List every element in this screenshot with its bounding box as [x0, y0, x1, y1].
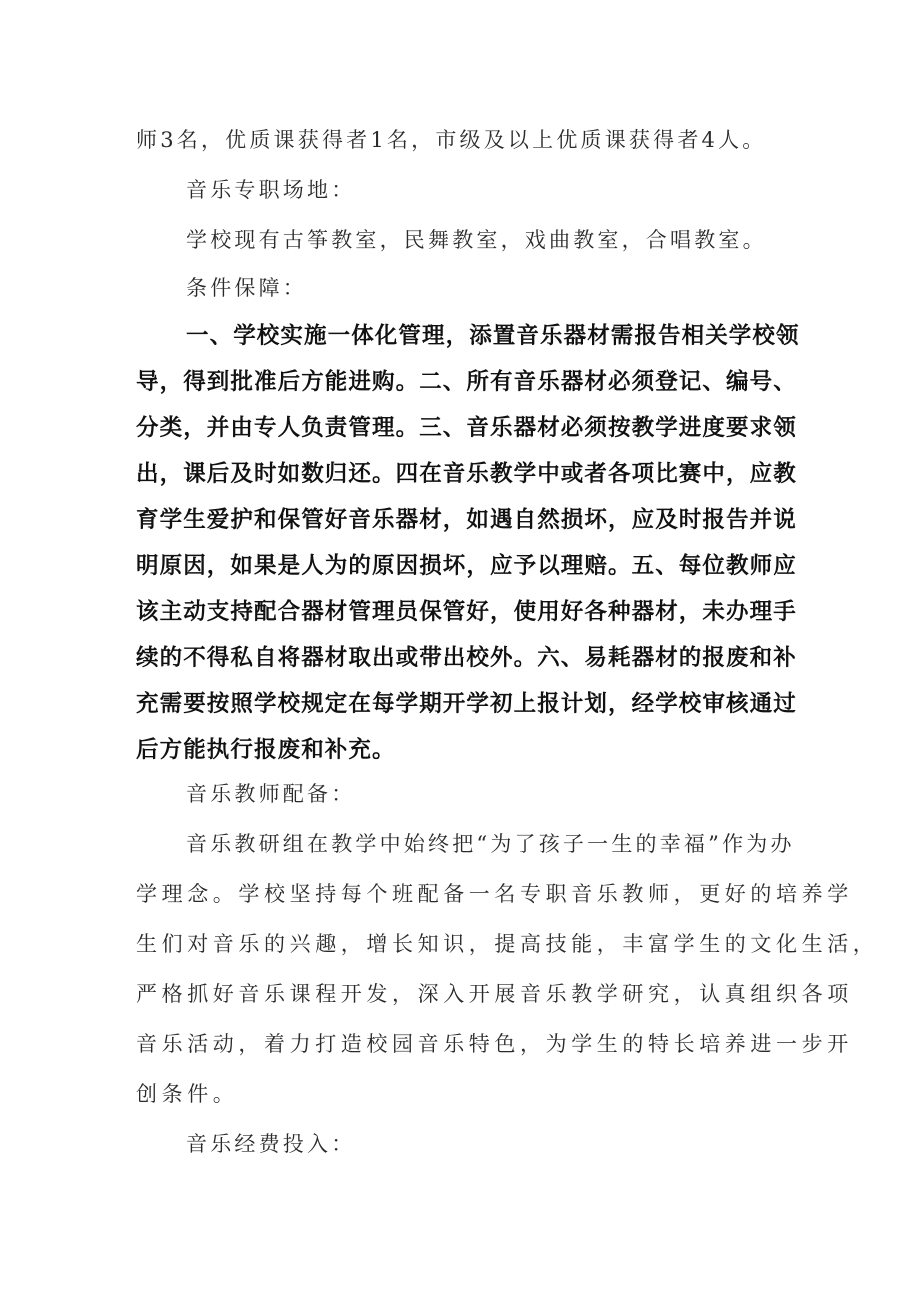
paragraph-line: 明原因，如果是人为的原因损坏，应予以理赔。五、每位教师应: [136, 553, 797, 579]
paragraph-line: 师3名，优质课获得者1名，市级及以上优质课获得者4人。: [136, 128, 767, 152]
section-heading-conditions: 条件保障：: [186, 276, 307, 300]
paragraph-line: 创条件。: [136, 1082, 239, 1106]
paragraph-line: 后方能执行报废和补充。: [136, 737, 396, 763]
paragraph-line: 出，课后及时如数归还。四在音乐教学中或者各项比赛中，应教: [136, 461, 797, 487]
section-heading-music-venue: 音乐专职场地：: [186, 178, 356, 202]
paragraph-line: 音乐教研组在教学中始终把“为了孩子一生的幸福”作为办: [186, 832, 795, 856]
paragraph-line: 充需要按照学校规定在每学期开学初上报计划，经学校审核通过: [136, 691, 797, 717]
paragraph-line: 续的不得私自将器材取出或带出校外。六、易耗器材的报废和补: [136, 645, 797, 671]
paragraph-line: 育学生爱护和保管好音乐器材，如遇自然损坏，应及时报告并说: [136, 507, 797, 533]
paragraph-line: 生们对音乐的兴趣，增长知识，提高技能，丰富学生的文化生活，: [136, 932, 879, 956]
paragraph-line: 分类，并由专人负责管理。三、音乐器材必须按教学进度要求领: [136, 415, 797, 441]
section-heading-funding: 音乐经费投入：: [186, 1132, 356, 1156]
paragraph-line: 严格抓好音乐课程开发，深入开展音乐教学研究，认真组织各项: [136, 982, 853, 1006]
paragraph-line: 音乐活动，着力打造校园音乐特色，为学生的特长培养进一步开: [136, 1032, 853, 1056]
section-heading-teachers: 音乐教师配备：: [186, 782, 356, 806]
paragraph-line: 学理念。学校坚持每个班配备一名专职音乐教师，更好的培养学: [136, 882, 853, 906]
paragraph-line: 一、学校实施一体化管理，添置音乐器材需报告相关学校领: [186, 323, 800, 349]
paragraph-line: 学校现有古筝教室，民舞教室，戏曲教室，合唱教室。: [186, 228, 767, 252]
paragraph-line: 该主动支持配合器材管理员保管好，使用好各种器材，未办理手: [136, 599, 797, 625]
paragraph-line: 导，得到批准后方能进购。二、所有音乐器材必须登记、编号、: [136, 369, 797, 395]
